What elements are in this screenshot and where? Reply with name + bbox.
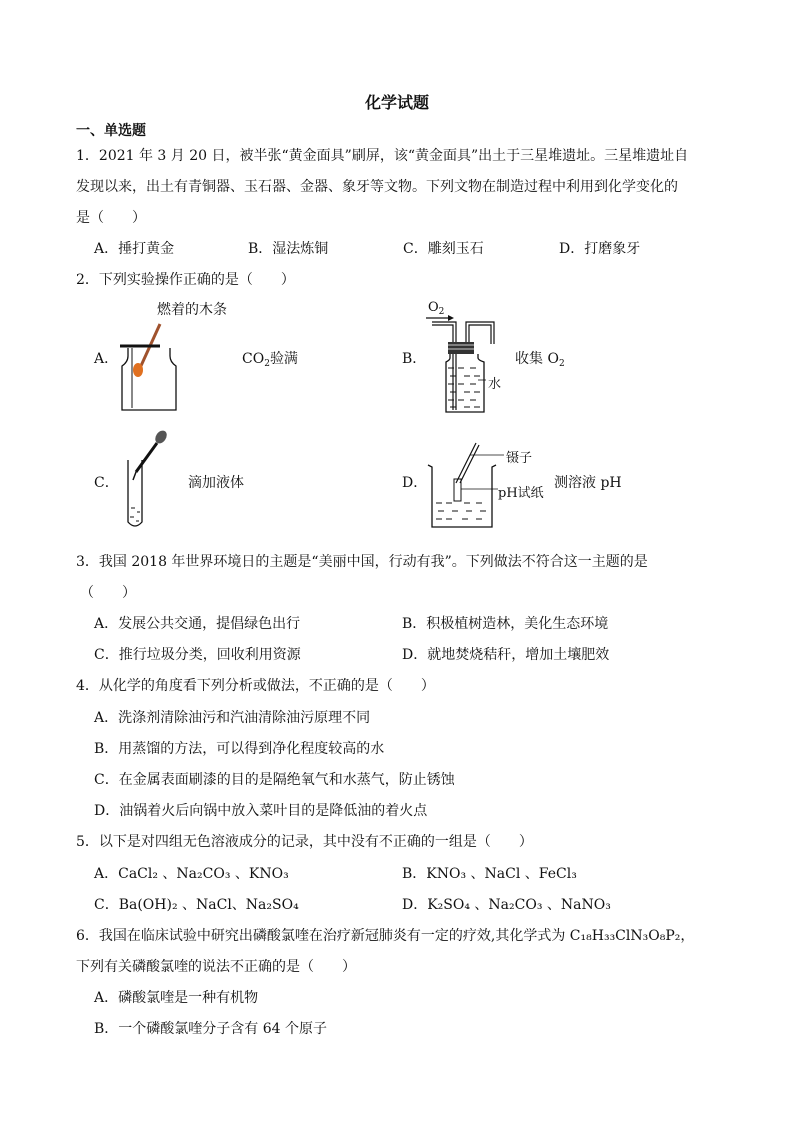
- q5-option-d[interactable]: D．K₂SO₄ 、Na₂CO₃ 、NaNO₃: [402, 897, 611, 913]
- co2-check-figure: [118, 322, 183, 414]
- q4-option-d[interactable]: D．油锅着火后向锅中放入菜叶目的是降低油的着火点: [94, 803, 428, 819]
- q2d-label: 测溶液 pH: [554, 475, 622, 491]
- q1-stem-line2: 发现以来，出土有青铜器、玉石器、金器、象牙等文物。下列文物在制造过程中利用到化学变化的: [76, 179, 678, 195]
- q1-option-b[interactable]: B．湿法炼铜: [248, 241, 329, 257]
- q2b-o2-label: $O_2$: [428, 300, 445, 317]
- q2d-paper-label: pH试纸: [498, 486, 544, 501]
- q3-option-a[interactable]: A．发展公共交通，提倡绿色出行: [94, 616, 301, 632]
- o2-collection-figure: [426, 314, 496, 414]
- q6-stem-line2: 下列有关磷酸氯喹的说法不正确的是（ ）: [76, 959, 356, 975]
- q3-stem-line2: （ ）: [80, 585, 136, 601]
- q2d-tweezers-label: 镊子: [506, 451, 533, 466]
- q4-stem: 4．从化学的角度看下列分析或做法，不正确的是（ ）: [76, 678, 435, 694]
- q2c-label: 滴加液体: [188, 475, 244, 491]
- dropper-figure: [124, 428, 174, 532]
- q1-option-a[interactable]: A．捶打黄金: [94, 241, 175, 257]
- q1-stem-line1: 1．2021 年 3 月 20 日，被半张“黄金面具”刷屏，该“黄金面具”出土于三星堆遗址。三星堆遗址自: [76, 148, 689, 164]
- q5-option-c[interactable]: C．Ba(OH)₂ 、NaCl、Na₂SO₄: [94, 897, 299, 913]
- q5-option-a[interactable]: A．CaCl₂ 、Na₂CO₃ 、KNO₃: [94, 866, 289, 882]
- q4-option-b[interactable]: B．用蒸馏的方法，可以得到净化程度较高的水: [94, 741, 385, 757]
- q3-stem-line1: 3．我国 2018 年世界环境日的主题是“美丽中国，行动有我”。下列做法不符合这一主题的是: [76, 554, 648, 570]
- q6-option-a[interactable]: A．磷酸氯喹是一种有机物: [94, 990, 259, 1006]
- q2-option-c[interactable]: C．: [94, 475, 119, 491]
- q3-option-c[interactable]: C．推行垃圾分类，回收利用资源: [94, 647, 301, 663]
- q2-option-d[interactable]: D．: [402, 475, 428, 491]
- q3-option-d[interactable]: D．就地焚烧秸秆，增加土壤肥效: [402, 647, 610, 663]
- q5-option-b[interactable]: B．KNO₃ 、NaCl 、FeCl₃: [402, 866, 577, 882]
- q6-option-b[interactable]: B．一个磷酸氯喹分子含有 64 个原子: [94, 1021, 328, 1037]
- q6-stem-line1: 6．我国在临床试验中研究出磷酸氯喹在治疗新冠肺炎有一定的疗效,其化学式为 C₁₈H₃₃ClN₃O₈P₂，: [76, 928, 695, 944]
- q3-option-b[interactable]: B．积极植树造林，美化生态环境: [402, 616, 609, 632]
- q4-option-a[interactable]: A．洗涤剂清除油污和汽油清除油污原理不同: [94, 710, 371, 726]
- q4-option-c[interactable]: C．在金属表面刷漆的目的是隔绝氧气和水蒸气，防止锈蚀: [94, 772, 455, 788]
- q2-option-a[interactable]: A．: [94, 351, 119, 367]
- ph-test-figure: [426, 443, 506, 529]
- section-heading: 一、单选题: [76, 123, 146, 139]
- q1-option-c[interactable]: C．雕刻玉石: [403, 241, 484, 257]
- q5-stem: 5．以下是对四组无色溶液成分的记录，其中没有不正确的一组是（ ）: [76, 834, 533, 850]
- q2b-label: 收集 $O_2$: [515, 351, 565, 369]
- page-title: 化学试题: [365, 93, 430, 112]
- q2a-top-label: 燃着的木条: [157, 302, 227, 318]
- q1-stem-line3: 是（ ）: [76, 210, 146, 226]
- q2b-water-label: 水: [488, 377, 502, 392]
- q1-option-d[interactable]: D．打磨象牙: [559, 241, 641, 257]
- q2-option-b[interactable]: B．: [402, 351, 427, 367]
- q2a-label: $CO_2$验满: [242, 351, 298, 369]
- q2-stem: 2．下列实验操作正确的是（ ）: [76, 272, 295, 288]
